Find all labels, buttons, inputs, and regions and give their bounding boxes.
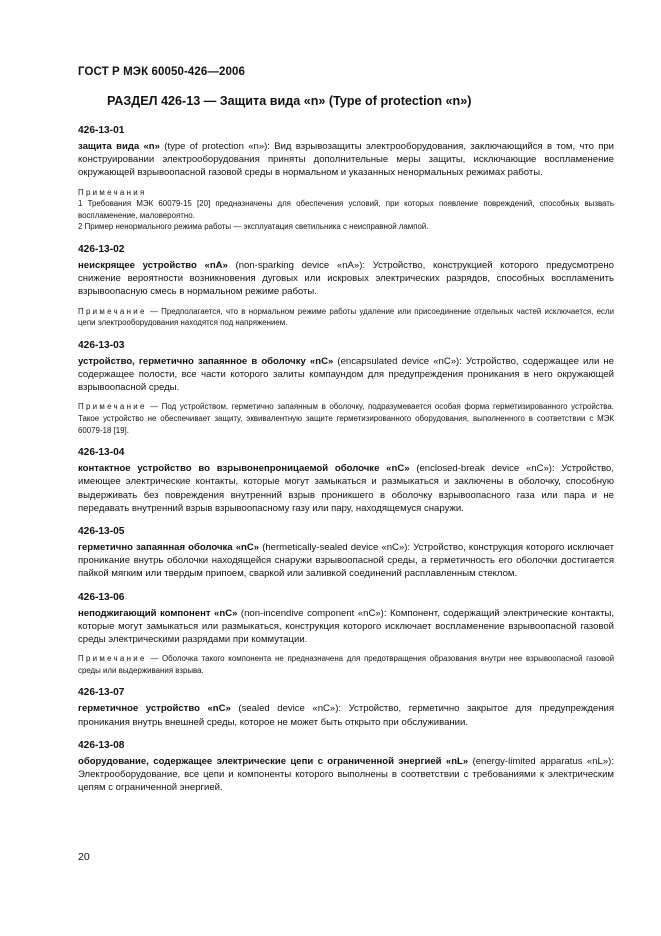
term-entry <box>78 739 614 795</box>
note-item: 2 Пример ненормального режима работы — эксплуатация светильника с неисправной лампой. <box>78 222 429 232</box>
note-text: — Предполагается, что в нормальном режиме работы удаление или присоединение отдельных частей исключается, если цепи электрооборудования находятся под напряжением. <box>78 306 614 328</box>
term-entry <box>78 124 614 233</box>
page-number: 20 <box>78 851 90 863</box>
term-name: устройство, герметично запаянное в оболочку «nC» <box>78 355 334 367</box>
document-header: ГОСТ Р МЭК 60050-426—2006 <box>78 66 245 78</box>
term-number: 426-13-08 <box>78 739 125 751</box>
notes-heading: Примечания <box>78 187 147 197</box>
document-body <box>78 124 614 794</box>
term-name: неподжигающий компонент «nC» <box>78 607 238 619</box>
term-definition <box>78 259 614 299</box>
term-name: неискрящее устройство «nA» <box>78 259 228 271</box>
term-entry <box>78 446 614 515</box>
note <box>78 653 614 676</box>
term-name: оборудование, содержащее электрические цепи с ограниченной энергией «nL» <box>78 755 469 767</box>
term-definition <box>78 355 614 395</box>
term-text: (non-sparking device «nA»): Устройство, конструкцией которого предусмотрено снижение вероятности возникновения дуговых или искровых электрических разрядов, способных воспламенить взрывоопасную смесь в нормальном режиме работы. <box>78 259 614 298</box>
term-definition <box>78 702 614 728</box>
note <box>78 401 614 436</box>
term-number: 426-13-01 <box>78 125 125 136</box>
note <box>78 306 614 329</box>
note-label: Примечание <box>78 654 147 664</box>
term-text: (enclosed-break device «nC»): Устройство, имеющее электрические контакты, которые могут замыкаться и размыкаться и заключены в оболочку, способную выдерживать без повреждения внутренний взрыв проникшего в оболочку взрывоопасного газа или пара и не передавать внутренний взрыв взрывоопасному газу или пару, находящемуся снаружи. <box>78 463 614 514</box>
note-label: Примечание <box>78 402 147 412</box>
term-number: 426-13-05 <box>78 525 125 537</box>
term-text: (energy-limited apparatus «nL»): Электрооборудование, все цепи и компоненты которого выполнены в соответствии с требованиями к электрическим цепям с ограниченной энергией. <box>78 755 614 794</box>
term-definition <box>78 140 614 180</box>
term-name: герметично запаянная оболочка «nC» <box>78 541 260 553</box>
term-definition <box>78 607 614 647</box>
term-text: (sealed device «nC»): Устройство, герметично закрытое для предупреждения проникания внутрь внешней среды, которое не может быть открыто при обслуживании. <box>78 703 615 728</box>
term-text: (non-incendive component «nC»): Компонент, содержащий электрические контакты, которые могут замыкаться или размыкаться, конструкция которого исключает воспламенение взрывоопасной газовой среды электрическими разрядами при коммутации. <box>78 607 614 645</box>
term-name: герметичное устройство «nC» <box>78 703 231 715</box>
term-entry <box>78 591 614 677</box>
note-label: Примечание <box>78 306 147 316</box>
term-text: (hermetically-sealed device «nC»): Устройство, конструкция которого исключает проникание внутрь оболочки находящейся снаружи взрывоопасной среды, а герметичность его оболочки достигается пайкой мягким или твердым припоем, сваркой или заливкой соединений расплавленным стеклом. <box>78 541 614 580</box>
term-number: 426-13-03 <box>78 339 125 351</box>
term-definition <box>78 755 614 795</box>
term-entry <box>78 243 614 329</box>
term-entry <box>78 686 614 728</box>
term-number: 426-13-02 <box>78 243 125 255</box>
term-text: (encapsulated device «nC»): Устройство, содержащее или не содержащее полости, все части которого залиты компаундом для предупреждения проникания в него окружающей взрывоопасной среды. <box>78 355 614 394</box>
term-number: 426-13-07 <box>78 687 125 699</box>
term-definition <box>78 462 614 515</box>
term-definition <box>78 541 614 581</box>
term-entry <box>78 339 614 436</box>
note-text: — Под устройством, герметично запаянным в оболочку, подразумевается особая форма герметизированного устройства. Такое устройство не обеспечивает защиту, эквивалентную защите герметизированного оборудования, выполненного в соответствии с МЭК 60079-18 [19]. <box>78 402 614 435</box>
note-text: — Оболочка такого компонента не предназначена для предотвращения образования внутри нее взрывоопасной газовой среды или выдерживания взрыва. <box>78 654 614 675</box>
term-name: защита вида «n» <box>78 141 160 152</box>
term-entry <box>78 525 614 581</box>
section-title: РАЗДЕЛ 426-13 — Защита вида «n» (Type of protection «n») <box>107 94 472 108</box>
term-number: 426-13-06 <box>78 591 125 603</box>
term-name: контактное устройство во взрывонепроницаемой оболочке «nC» <box>78 463 410 475</box>
note-item: 1 Требования МЭК 60079-15 [20] предназначены для обеспечения условий, при которых появление повреждений, способных вызвать воспламенение, маловероятно. <box>78 199 614 220</box>
term-text: (type of protection «n»): Вид взрывозащиты электрооборудования, заключающийся в том, что при конструировании электрооборудования приняты дополнительные меры защиты, исключающие воспламенение окружающей взрывоопасной газовой среды в нормальном и указанных ненормальных режимах работы. <box>78 141 615 179</box>
term-number: 426-13-04 <box>78 447 125 459</box>
